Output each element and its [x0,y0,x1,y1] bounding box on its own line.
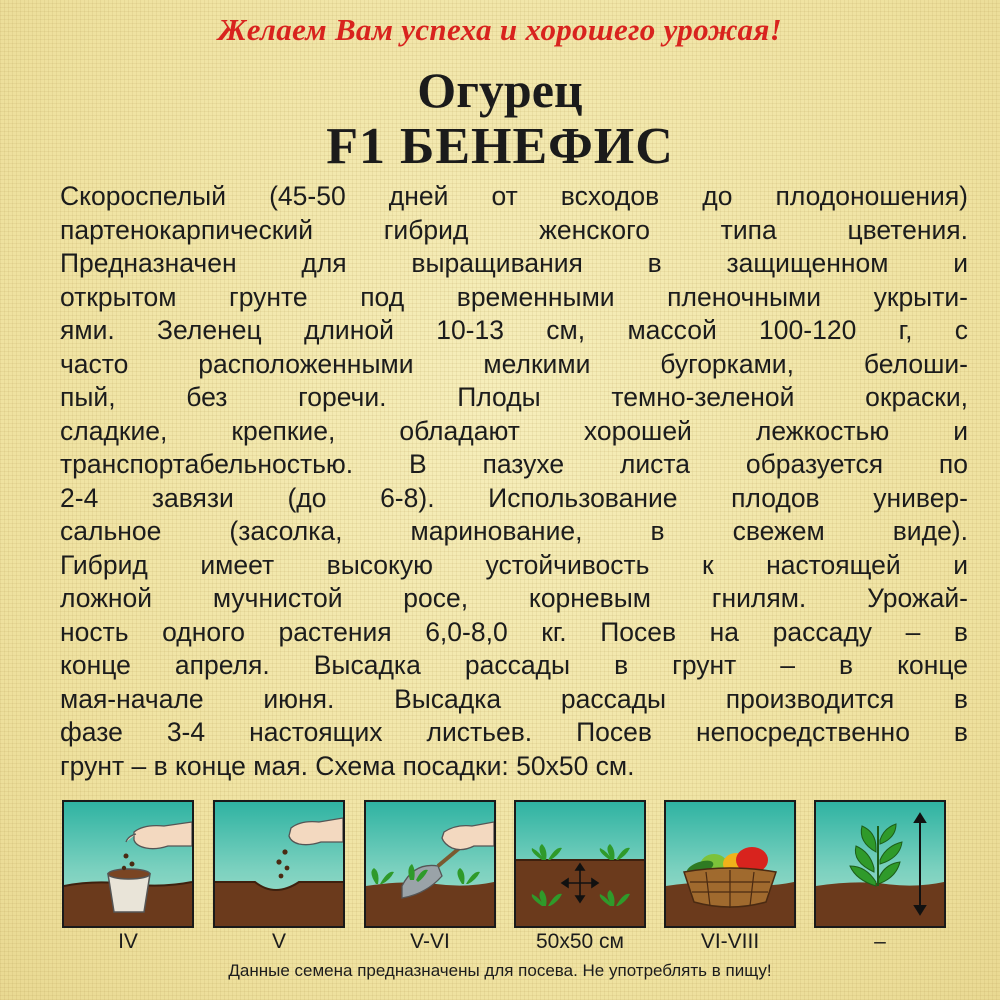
step-planting-scheme [514,800,646,953]
step-caption: 50х50 см [536,930,624,953]
description [60,180,968,783]
description-line: ность одного растения 6,0-8,0 кг. Посев на рассаду – в [60,616,968,647]
sowing-in-ground-icon [213,800,345,928]
description-line: конце апреля. Высадка рассады в грунт – в конце [60,650,968,680]
description-line: партенокарпический гибрид женского типа цветения. [60,214,968,245]
description-line: транспортабельностью. В пазухе листа образуется по [60,449,968,479]
step-caption: IV [118,930,138,953]
description-line: пый, без горечи. Плоды темно-зеленой окраски, [60,382,968,412]
step-harvest [664,800,796,953]
plant-height-icon [814,800,946,928]
product-title: Огурец [417,62,583,118]
description-line: ложной мучнистой росе, корневым гнилям. Урожай- [60,583,968,613]
planting-scheme-icon [514,800,646,928]
harvest-basket-icon [664,800,796,928]
step-caption: V [271,930,286,953]
step-caption: – [874,930,886,953]
description-line: 2-4 завязи (до 6-8). Использование плодов универ- [60,482,968,513]
description-line: Предназначен для выращивания в защищенном и [60,248,968,278]
step-sowing-ground [213,800,345,953]
description-line: Гибрид имеет высокую устойчивость к настоящей и [60,549,968,580]
description-line: сладкие, крепкие, обладают хорошей лежкостью и [60,415,968,446]
slogan: Желаем Вам успеха и хорошего урожая! [218,12,782,47]
variety-name: F1 БЕНЕФИС [326,118,674,175]
growing-steps [62,800,962,953]
step-plant-height [814,800,946,953]
description-line: ями. Зеленец длиной 10-13 см, массой 100-120 г, с [60,315,968,345]
description-line: сальное (засолка, маринование, в свежем виде). [60,516,968,546]
description-line: фазе 3-4 настоящих листьев. Посев непосредственно в [60,717,968,747]
transplanting-seedlings-icon [364,800,496,928]
description-line: открытом грунте под временными пленочными укрыти- [60,281,968,312]
sowing-in-pot-icon [62,800,194,928]
description-line: грунт – в конце мая. Схема посадки: 50х50 см. [60,750,635,781]
description-line: мая-начале июня. Высадка рассады производится в [60,683,968,714]
step-sowing-pot [62,800,194,953]
step-caption: VI-VIII [700,930,760,953]
description-line: часто расположенными мелкими бугорками, белоши- [60,348,968,379]
description-line: Скороспелый (45-50 дней от всходов до плодоношения) [60,181,968,211]
step-transplanting [364,800,496,953]
step-caption: V-VI [410,930,450,953]
warning-footer: Данные семена предназначены для посева. Не употреблять в пищу! [228,961,772,980]
